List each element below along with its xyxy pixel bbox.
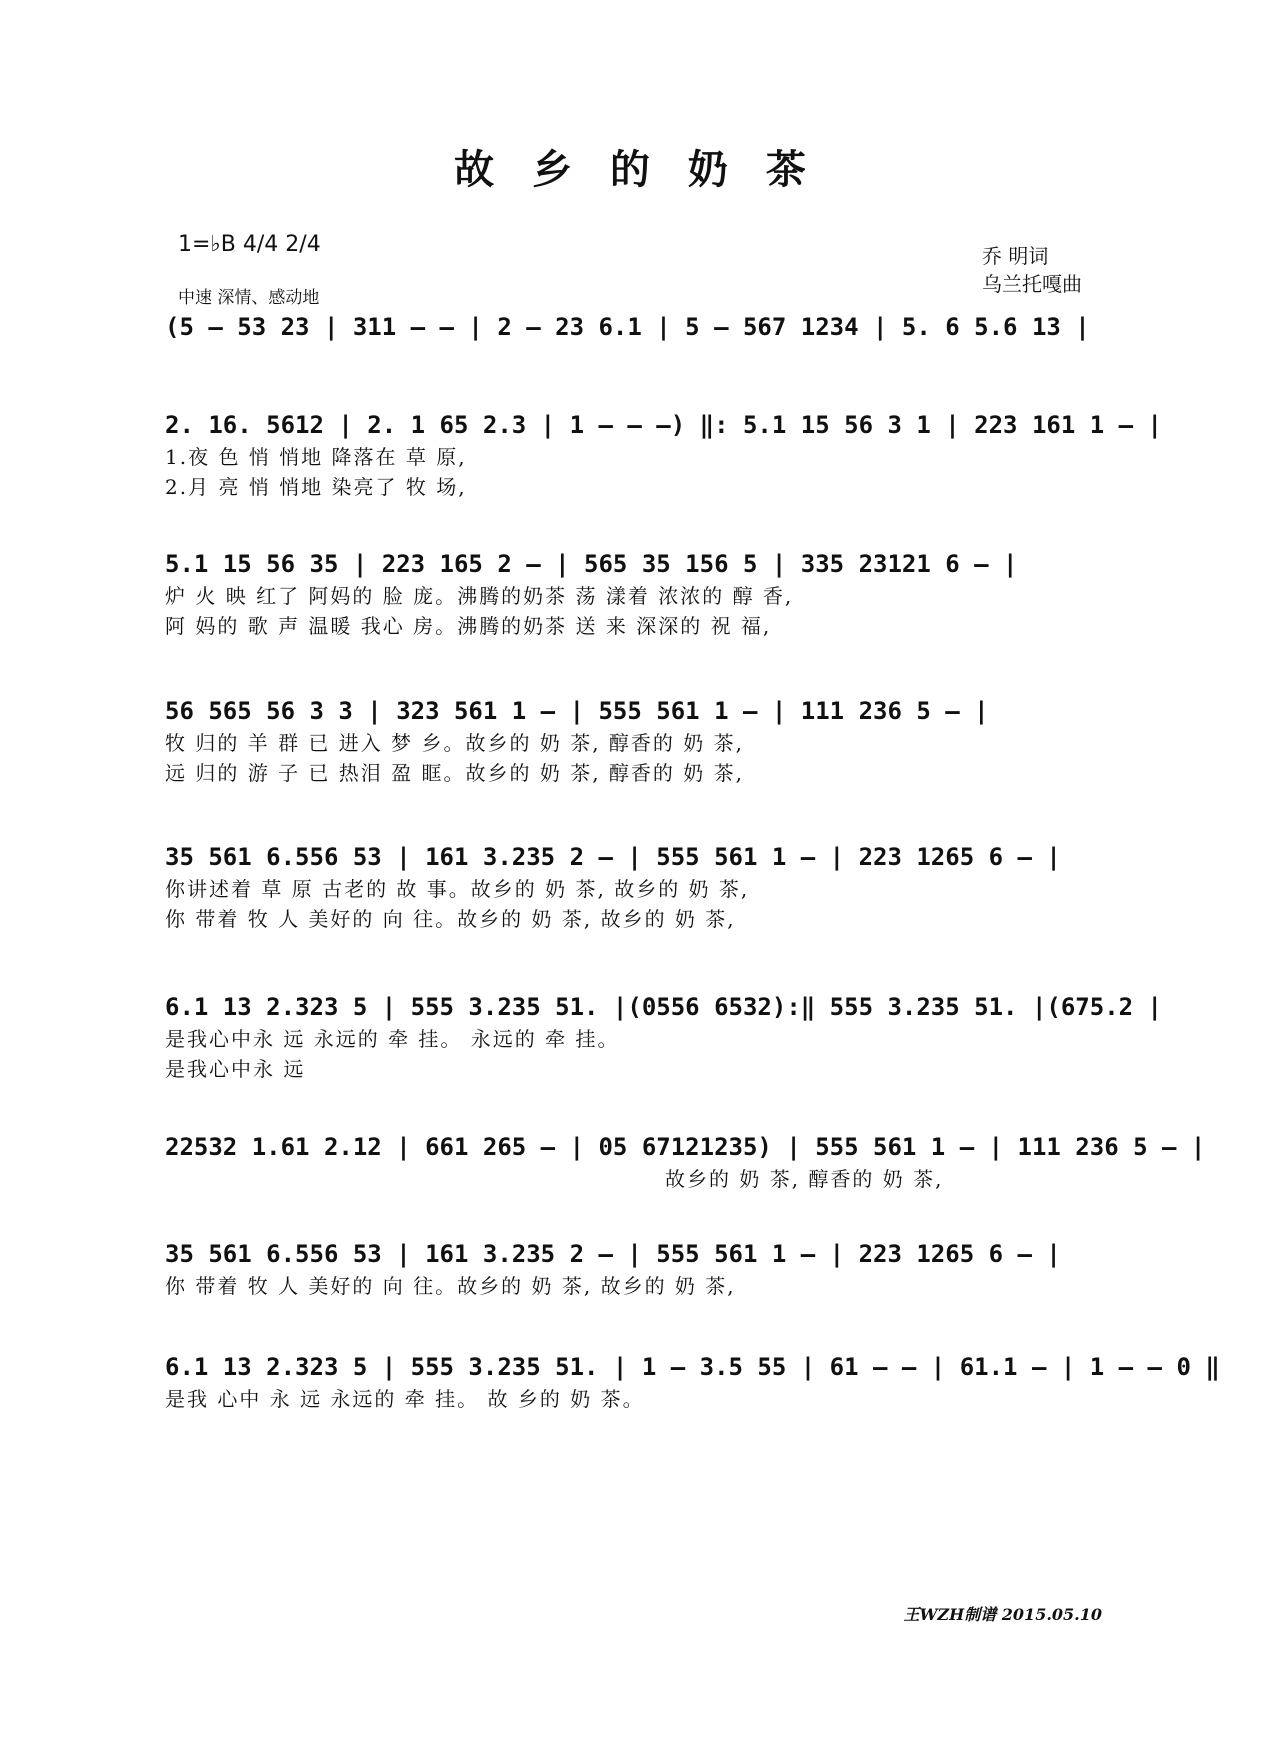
score-system-5 [165, 840, 1125, 934]
notation-line: (5 – 53 23 | 311 – – | 2 – 23 6.1 | 5 – 567 1234 | 5. 6 5.6 13 | [165, 313, 1090, 341]
key-signature: 1=♭B 4/4 2/4 [178, 232, 321, 257]
credits [982, 242, 1082, 298]
score-system-4 [165, 694, 1125, 788]
notation-line: 6.1 13 2.323 5 | 555 3.235 51. | 1 – 3.5 55 | 61 – – | 61.1 – | 1 – – 0 ‖ [165, 1353, 1220, 1381]
tempo-marking: 中速 深情、感动地 [178, 288, 320, 308]
lyric-line-2: 远 归的 游 子 已 热泪 盈 眶。故乡的 奶 茶, 醇香的 奶 茶, [165, 761, 745, 785]
lyric-line-2: 阿 妈的 歌 声 温暖 我心 房。沸腾的奶茶 送 来 深深的 祝 福, [165, 614, 772, 638]
lyric-line-2: 2.月 亮 悄 悄地 染亮了 牧 场, [165, 475, 467, 499]
lyric-line-2: 你 带着 牧 人 美好的 向 往。故乡的 奶 茶, 故乡的 奶 茶, [165, 907, 736, 931]
lyric-line-2: 是我心中永 远 [165, 1057, 306, 1081]
lyric-line-1: 牧 归的 羊 群 已 进入 梦 乡。故乡的 奶 茶, 醇香的 奶 茶, [165, 731, 745, 755]
notation-line: 6.1 13 2.323 5 | 555 3.235 51. |(0556 6532):‖ 555 3.235 51. |(675.2 | [165, 993, 1162, 1021]
lyric-line-1: 故乡的 奶 茶, 醇香的 奶 茶, [665, 1167, 944, 1191]
lyric-line-1: 1.夜 色 悄 悄地 降落在 草 原, [165, 445, 467, 469]
song-title: 故 乡 的 奶 茶 [454, 146, 818, 193]
score-system-2 [165, 408, 1162, 502]
lyric-line-1: 你讲述着 草 原 古老的 故 事。故乡的 奶 茶, 故乡的 奶 茶, [165, 877, 750, 901]
notation-line: 35 561 6.556 53 | 161 3.235 2 – | 555 561 1 – | 223 1265 6 – | [165, 1240, 1061, 1268]
score-system-7 [165, 1130, 1206, 1194]
lyricist-credit: 乔 明词 [982, 244, 1049, 268]
lyric-line-1: 是我心中永 远 永远的 牵 挂。 永远的 牵 挂。 [165, 1027, 620, 1051]
notation-line: 35 561 6.556 53 | 161 3.235 2 – | 555 561 1 – | 223 1265 6 – | [165, 843, 1061, 871]
engraver-signature: 王WZH制谱 2015.05.10 [903, 1605, 1102, 1624]
notation-line: 2. 16. 5612 | 2. 1 65 2.3 | 1 – – –) ‖: 5.1 15 56 3 1 | 223 161 1 – | [165, 411, 1162, 439]
score-system-6 [165, 990, 1162, 1084]
notation-line: 56 565 56 3 3 | 323 561 1 – | 555 561 1 – | 111 236 5 – | [165, 697, 989, 725]
lyric-line-1: 你 带着 牧 人 美好的 向 往。故乡的 奶 茶, 故乡的 奶 茶, [165, 1274, 736, 1298]
score-system-8 [165, 1237, 1125, 1301]
notation-line: 22532 1.61 2.12 | 661 265 – | 05 67121235) | 555 561 1 – | 111 236 5 – | [165, 1133, 1206, 1161]
score-system-1 [165, 310, 1125, 344]
lyric-line-1: 炉 火 映 红了 阿妈的 脸 庞。沸腾的奶茶 荡 漾着 浓浓的 醇 香, [165, 584, 794, 608]
score-system-9 [165, 1350, 1220, 1414]
lyric-line-1: 是我 心中 永 远 永远的 牵 挂。 故 乡的 奶 茶。 [165, 1387, 645, 1411]
score-system-3 [165, 547, 1125, 641]
composer-credit: 乌兰托嘎曲 [982, 272, 1082, 296]
notation-line: 5.1 15 56 35 | 223 165 2 – | 565 35 156 5 | 335 23121 6 – | [165, 550, 1018, 578]
